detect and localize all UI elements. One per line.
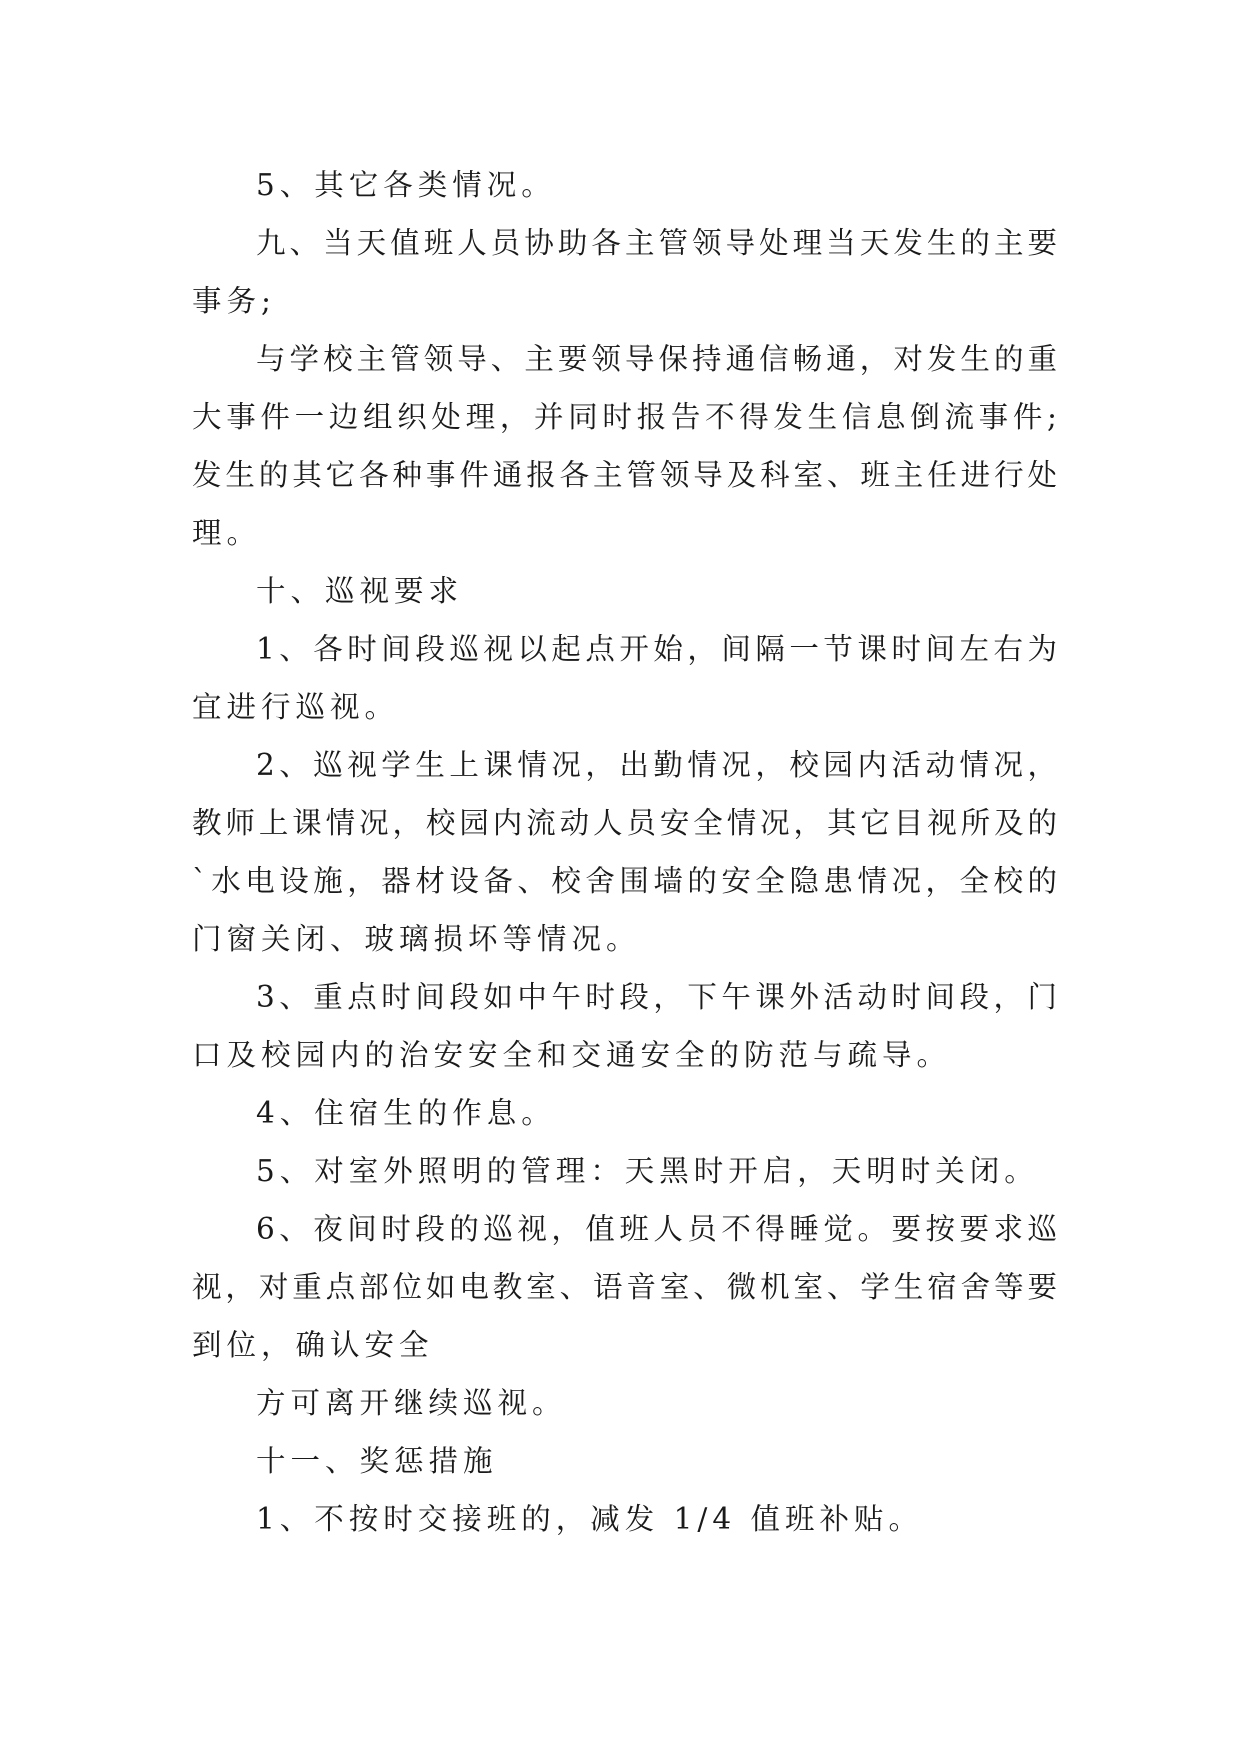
text-line: `水电设施，器材设备、校舍围墙的安全隐患情况，全校的 [192, 864, 1057, 898]
section-heading: 十一、奖惩措施 [256, 1444, 498, 1478]
text-line: 与学校主管领导、主要领导保持通信畅通，对发生的重 [256, 342, 1057, 376]
text-line: 视，对重点部位如电教室、语音室、微机室、学生宿舍等要 [192, 1270, 1057, 1304]
text-line: 发生的其它各种事件通报各主管领导及科室、班主任进行处 [192, 458, 1057, 492]
text-line: 5、其它各类情况。 [256, 168, 556, 202]
text-line: 3、重点时间段如中午时段，下午课外活动时间段，门 [256, 980, 1057, 1014]
text-line: 九、当天值班人员协助各主管领导处理当天发生的主要 [256, 226, 1057, 260]
text-line: 宜进行巡视。 [192, 690, 400, 724]
text-line: 到位，确认安全 [192, 1328, 434, 1362]
text-line: 6、夜间时段的巡视，值班人员不得睡觉。要按要求巡 [256, 1212, 1057, 1246]
text-line: 方可离开继续巡视。 [256, 1386, 567, 1420]
text-line: 大事件一边组织处理，并同时报告不得发生信息倒流事件; [192, 400, 1057, 434]
text-line: 1、各时间段巡视以起点开始，间隔一节课时间左右为 [256, 632, 1057, 666]
text-line: 口及校园内的治安安全和交通安全的防范与疏导。 [192, 1038, 952, 1072]
text-line: 理。 [192, 516, 262, 550]
section-heading: 十、巡视要求 [256, 574, 464, 608]
text-line: 事务; [192, 284, 276, 318]
text-line: 4、住宿生的作息。 [256, 1096, 556, 1130]
text-line: 1、不按时交接班的，减发 1/4 值班补贴。 [256, 1502, 923, 1536]
text-line: 门窗关闭、玻璃损坏等情况。 [192, 922, 641, 956]
text-line: 2、巡视学生上课情况，出勤情况，校园内活动情况， [256, 748, 1057, 782]
document-page [192, 156, 1057, 1548]
text-line: 教师上课情况，校园内流动人员安全情况，其它目视所及的 [192, 806, 1057, 840]
text-line: 5、对室外照明的管理：天黑时开启，天明时关闭。 [256, 1154, 1039, 1188]
